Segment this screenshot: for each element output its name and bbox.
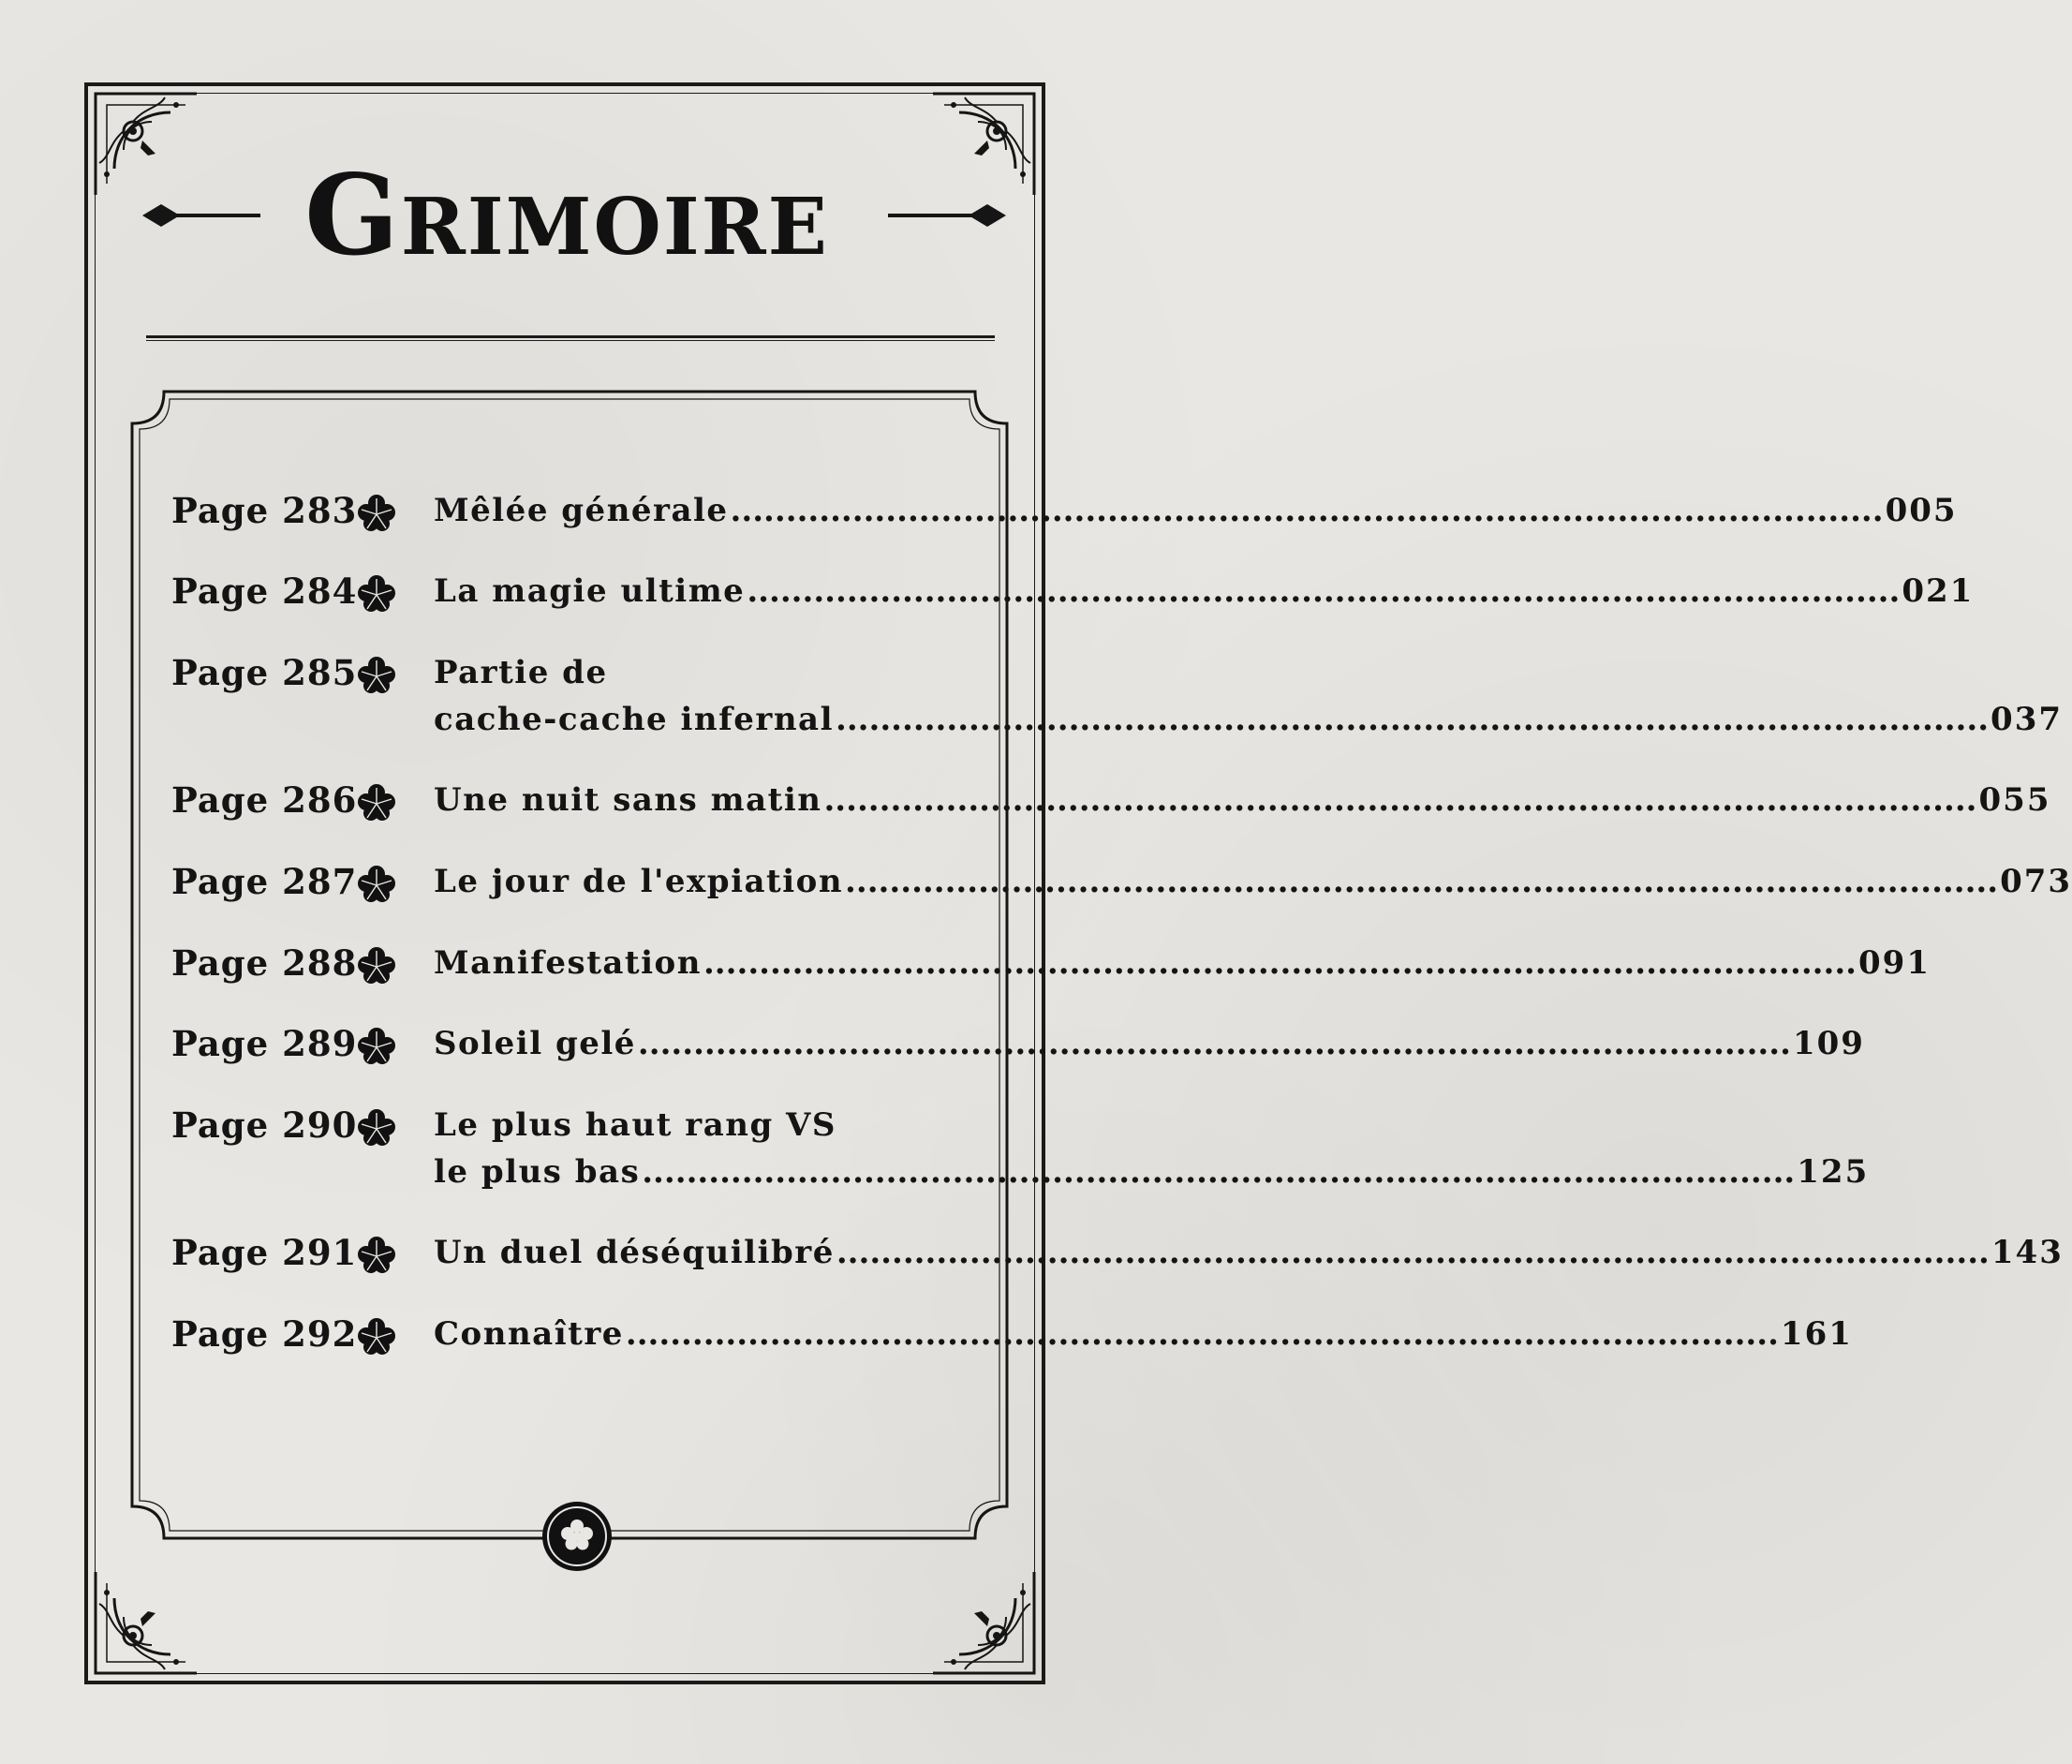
flourish-icon (139, 197, 260, 234)
chapter-entry (434, 940, 1931, 986)
dot-leader: ........................................................................................................ (836, 1234, 1990, 1271)
clover-icon (356, 1316, 397, 1357)
chapter-title: Un duel déséquilibré (434, 1234, 835, 1271)
chapter-title: Le jour de l'expiation (434, 863, 844, 900)
clover-icon (356, 1107, 397, 1149)
chapter-title: Le plus haut rang VS (434, 1106, 836, 1144)
chapter-title: le plus bas (434, 1153, 641, 1191)
chapter-number: Page 283 (171, 490, 358, 531)
dot-leader: ........................................................................................................ (637, 1025, 1791, 1062)
corner-ornament-icon (924, 1563, 1043, 1682)
chapter-entry (434, 1229, 2064, 1276)
page-number: 037 (1991, 701, 2064, 738)
chapter-entry (434, 858, 2072, 905)
dot-leader: ........................................................................................................ (703, 944, 1857, 982)
chapter-title: Soleil gelé (434, 1025, 636, 1062)
clover-icon (356, 864, 397, 905)
chapter-title: Une nuit sans matin (434, 781, 822, 819)
chapter-title: Connaître (434, 1315, 624, 1353)
chapter-title: cache-cache infernal (434, 701, 834, 738)
chapter-title: La magie ultime (434, 572, 746, 610)
chapter-title: Partie de (434, 654, 608, 691)
chapter-number: Page 288 (171, 942, 358, 984)
chapter-title: Mêlée générale (434, 492, 729, 529)
page-number: 055 (1978, 781, 2051, 819)
chapter-number: Page 284 (171, 571, 358, 612)
clover-medallion-icon (540, 1499, 614, 1574)
chapter-entry (434, 777, 2051, 823)
chapter-number: Page 285 (171, 652, 358, 693)
clover-icon (356, 1235, 397, 1276)
chapter-entry (434, 649, 2064, 743)
page-number: 125 (1797, 1153, 1870, 1191)
dot-leader: ........................................................................................................ (836, 701, 1990, 738)
chapter-title: Manifestation (434, 944, 702, 982)
chapter-entry (434, 1311, 1853, 1357)
dot-leader: ........................................................................................................ (823, 781, 1977, 819)
clover-icon (356, 782, 397, 823)
chapter-entry (434, 1020, 1865, 1067)
dot-leader: ........................................................................................................ (642, 1153, 1796, 1191)
dot-leader: ........................................................................................................ (625, 1315, 1779, 1353)
dot-leader: ........................................................................................................ (747, 572, 1901, 610)
page-number: 091 (1858, 944, 1931, 982)
chapter-number: Page 289 (171, 1023, 358, 1064)
chapter-entry (434, 568, 1975, 615)
dot-leader: ........................................................................................................ (845, 863, 1999, 900)
chapter-number: Page 292 (171, 1313, 358, 1355)
dot-leader: ........................................................................................................ (730, 492, 1884, 529)
clover-icon (356, 573, 397, 615)
chapter-entry (434, 1102, 1870, 1195)
corner-ornament-icon (86, 1563, 206, 1682)
page-number: 109 (1792, 1025, 1865, 1062)
clover-icon (356, 655, 397, 696)
chapter-number: Page 286 (171, 779, 358, 821)
page-number: 021 (1902, 572, 1975, 610)
title-row (131, 141, 1002, 290)
clover-icon (356, 1026, 397, 1067)
page-title: Grimoire (304, 150, 829, 280)
page-number: 143 (1991, 1234, 2064, 1271)
clover-icon (356, 493, 397, 534)
page-number: 005 (1885, 492, 1958, 529)
page-number: 161 (1780, 1315, 1853, 1353)
page-number: 073 (2000, 863, 2072, 900)
chapter-entry (434, 487, 1958, 534)
chapter-number: Page 290 (171, 1104, 358, 1146)
chapter-number: Page 291 (171, 1232, 358, 1273)
title-divider (146, 335, 995, 341)
flourish-icon (888, 197, 1010, 234)
clover-icon (356, 945, 397, 986)
chapter-number: Page 287 (171, 861, 358, 902)
